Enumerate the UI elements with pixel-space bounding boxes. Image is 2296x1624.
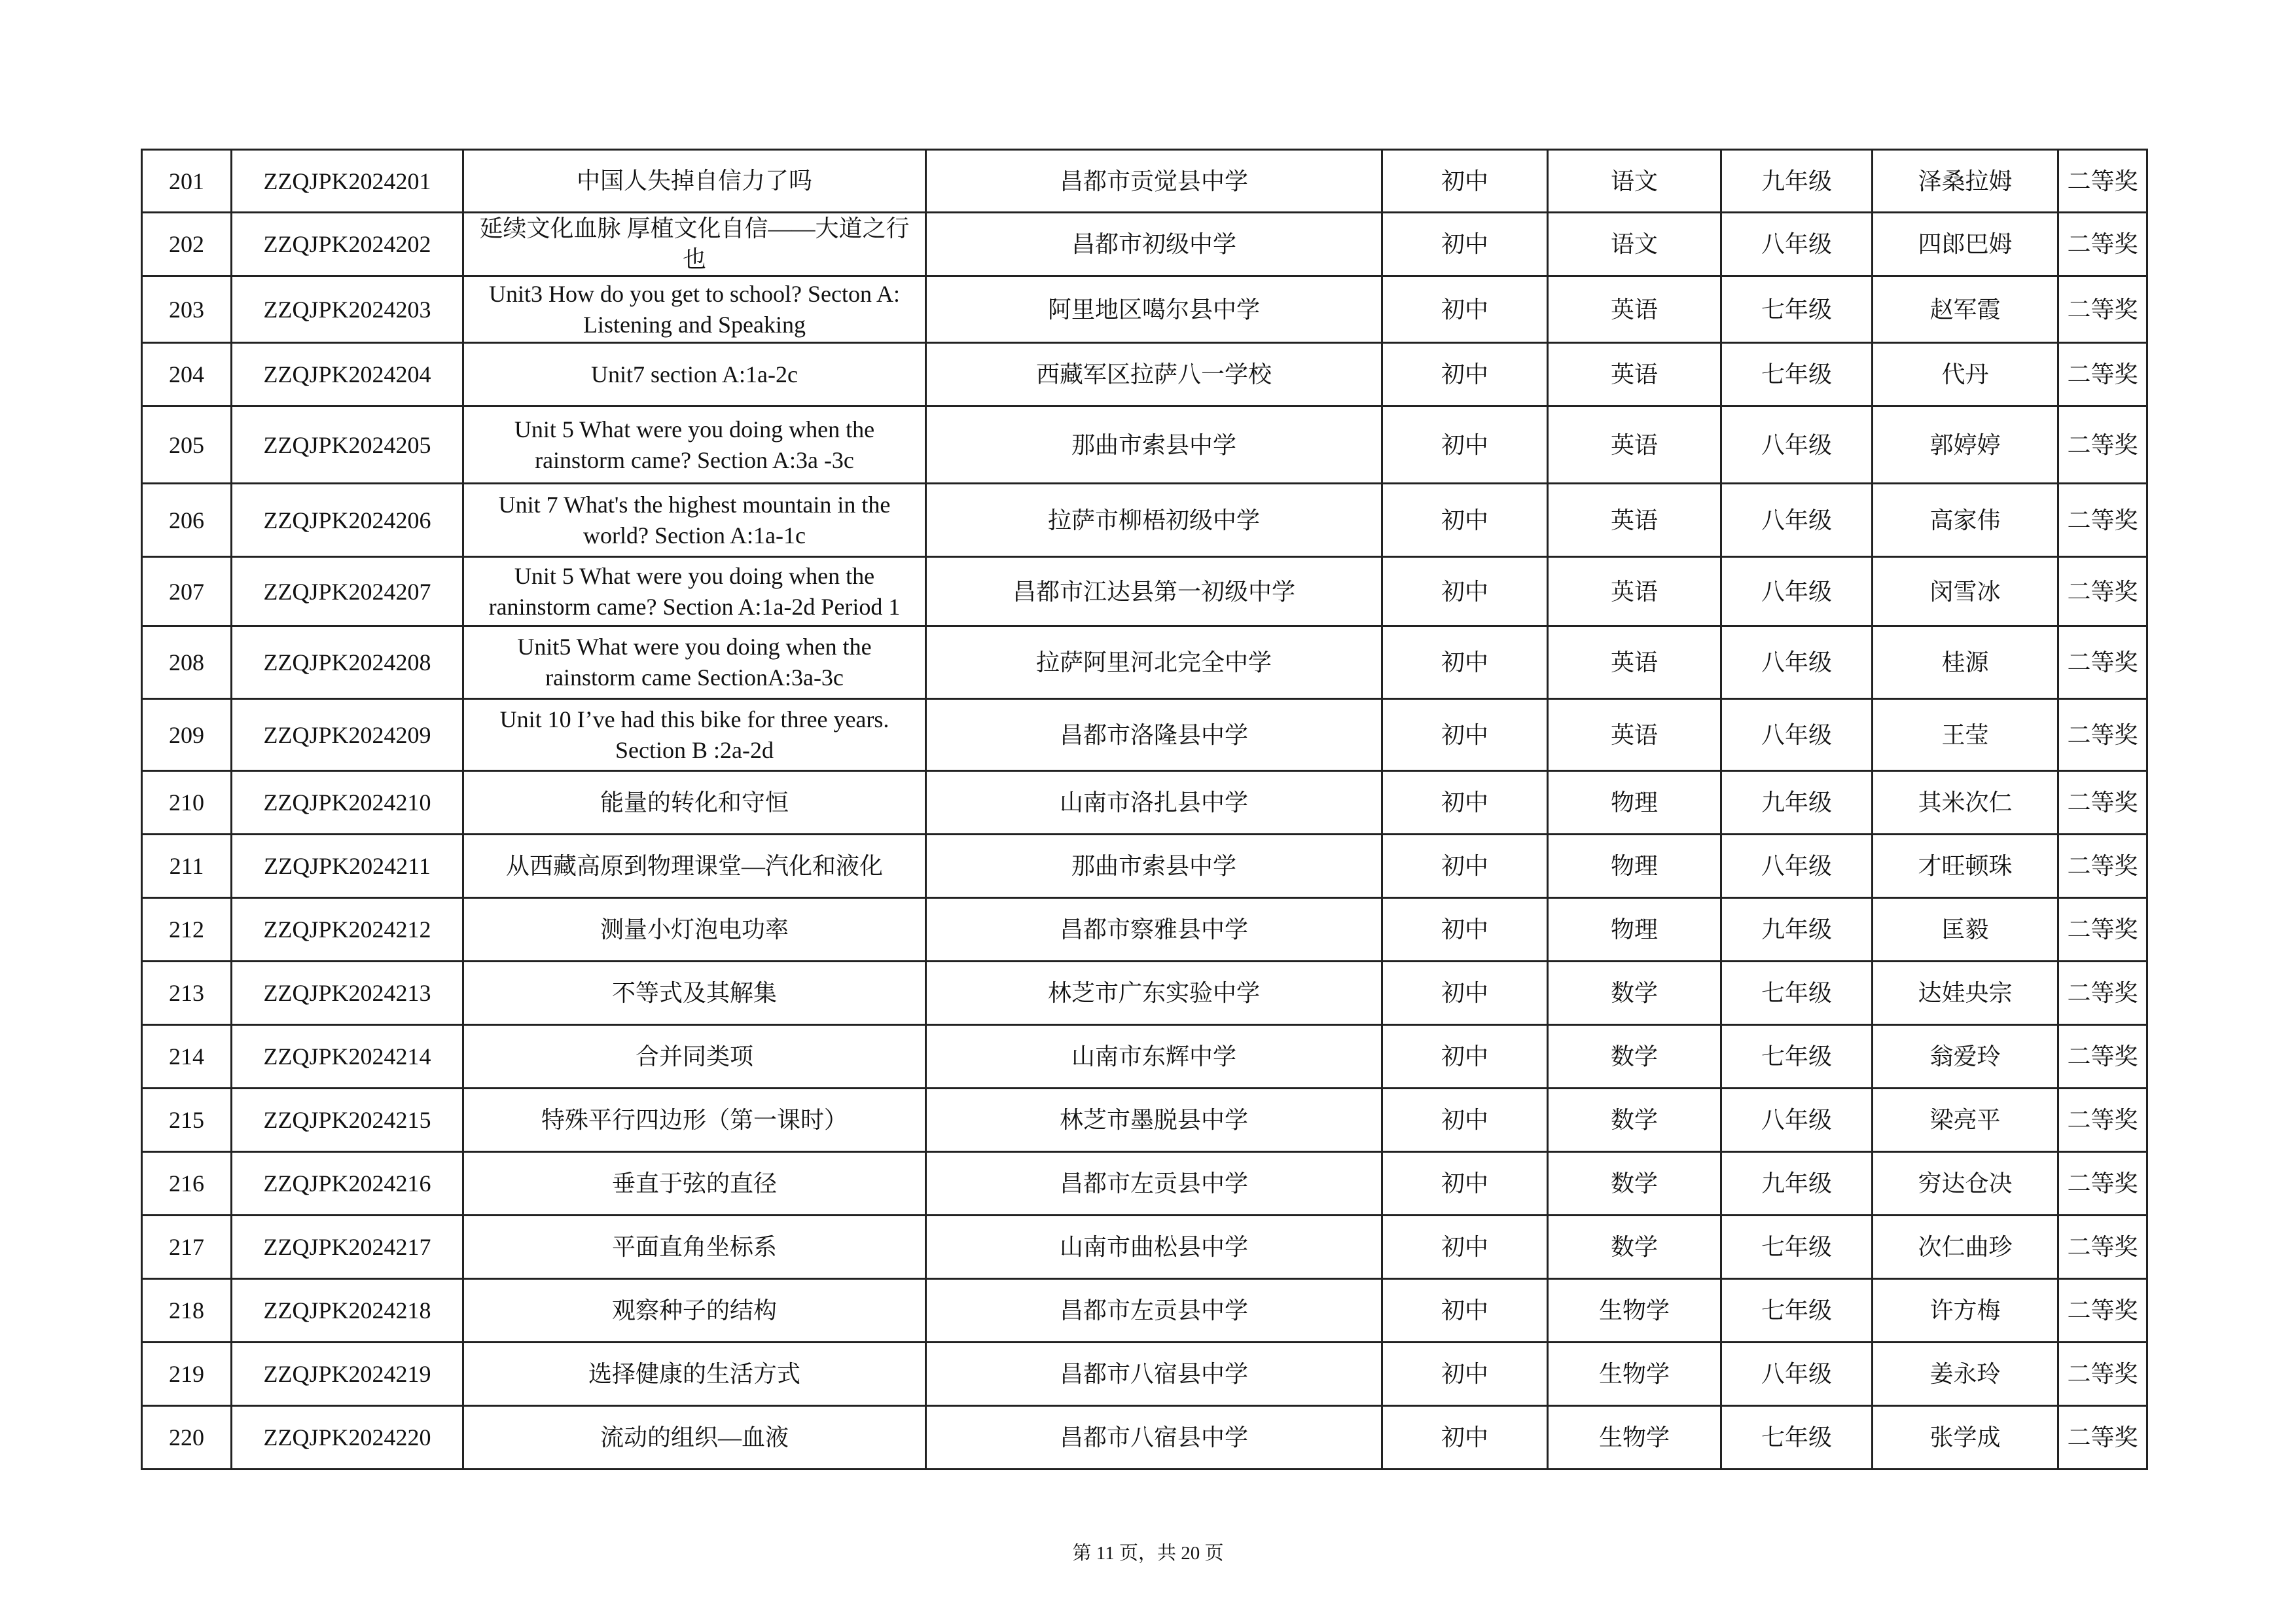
school-level: 初中 <box>1382 962 1548 1025</box>
row-number: 203 <box>142 276 232 343</box>
award-level: 二等奖 <box>2058 484 2147 557</box>
lesson-title: Unit 5 What were you doing when the raninstorm came? Section A:1a-2d Period 1 <box>463 557 926 626</box>
award-level: 二等奖 <box>2058 771 2147 835</box>
award-level: 二等奖 <box>2058 406 2147 484</box>
lesson-title: 中国人失掉自信力了吗 <box>463 150 926 213</box>
row-number: 213 <box>142 962 232 1025</box>
teacher-name: 代丹 <box>1873 343 2058 406</box>
row-number: 209 <box>142 699 232 771</box>
school-name: 昌都市左贡县中学 <box>926 1152 1382 1216</box>
teacher-name: 闵雪冰 <box>1873 557 2058 626</box>
school-name: 昌都市察雅县中学 <box>926 898 1382 962</box>
table-row <box>142 1089 2147 1152</box>
school-level: 初中 <box>1382 276 1548 343</box>
lesson-title: 测量小灯泡电功率 <box>463 898 926 962</box>
project-code: ZZQJPK2024217 <box>232 1216 463 1279</box>
project-code: ZZQJPK2024202 <box>232 213 463 276</box>
award-level: 二等奖 <box>2058 1089 2147 1152</box>
table-row <box>142 626 2147 699</box>
award-level: 二等奖 <box>2058 150 2147 213</box>
award-level: 二等奖 <box>2058 699 2147 771</box>
teacher-name: 穷达仓决 <box>1873 1152 2058 1216</box>
teacher-name: 张学成 <box>1873 1406 2058 1470</box>
school-name: 拉萨市柳梧初级中学 <box>926 484 1382 557</box>
row-number: 210 <box>142 771 232 835</box>
school-level: 初中 <box>1382 626 1548 699</box>
subject: 英语 <box>1548 484 1721 557</box>
grade: 八年级 <box>1721 484 1873 557</box>
award-level: 二等奖 <box>2058 835 2147 898</box>
school-name: 西藏军区拉萨八一学校 <box>926 343 1382 406</box>
subject: 数学 <box>1548 962 1721 1025</box>
school-level: 初中 <box>1382 898 1548 962</box>
project-code: ZZQJPK2024208 <box>232 626 463 699</box>
school-level: 初中 <box>1382 406 1548 484</box>
table-row <box>142 276 2147 343</box>
award-table <box>141 149 2148 1470</box>
school-name: 昌都市八宿县中学 <box>926 1406 1382 1470</box>
grade: 八年级 <box>1721 213 1873 276</box>
table-row <box>142 1152 2147 1216</box>
table-row <box>142 898 2147 962</box>
award-level: 二等奖 <box>2058 276 2147 343</box>
row-number: 202 <box>142 213 232 276</box>
school-name: 那曲市索县中学 <box>926 406 1382 484</box>
school-name: 拉萨阿里河北完全中学 <box>926 626 1382 699</box>
row-number: 218 <box>142 1279 232 1343</box>
lesson-title: Unit3 How do you get to school? Secton A: Listening and Speaking <box>463 276 926 343</box>
lesson-title: 特殊平行四边形（第一课时） <box>463 1089 926 1152</box>
subject: 物理 <box>1548 835 1721 898</box>
school-level: 初中 <box>1382 343 1548 406</box>
subject: 数学 <box>1548 1152 1721 1216</box>
lesson-title: Unit 7 What's the highest mountain in the world? Section A:1a-1c <box>463 484 926 557</box>
teacher-name: 匡毅 <box>1873 898 2058 962</box>
teacher-name: 才旺顿珠 <box>1873 835 2058 898</box>
lesson-title: 合并同类项 <box>463 1025 926 1089</box>
lesson-title: 从西藏高原到物理课堂—汽化和液化 <box>463 835 926 898</box>
award-level: 二等奖 <box>2058 1216 2147 1279</box>
table-row <box>142 771 2147 835</box>
school-level: 初中 <box>1382 699 1548 771</box>
school-level: 初中 <box>1382 1406 1548 1470</box>
award-level: 二等奖 <box>2058 1406 2147 1470</box>
school-level: 初中 <box>1382 1279 1548 1343</box>
lesson-title: 流动的组织—血液 <box>463 1406 926 1470</box>
project-code: ZZQJPK2024206 <box>232 484 463 557</box>
project-code: ZZQJPK2024212 <box>232 898 463 962</box>
lesson-title: 观察种子的结构 <box>463 1279 926 1343</box>
award-level: 二等奖 <box>2058 213 2147 276</box>
table-row <box>142 835 2147 898</box>
school-name: 那曲市索县中学 <box>926 835 1382 898</box>
table-row <box>142 1343 2147 1406</box>
teacher-name: 王莹 <box>1873 699 2058 771</box>
table-row <box>142 1216 2147 1279</box>
subject: 生物学 <box>1548 1279 1721 1343</box>
table-row <box>142 1406 2147 1470</box>
grade: 八年级 <box>1721 406 1873 484</box>
teacher-name: 高家伟 <box>1873 484 2058 557</box>
school-name: 林芝市广东实验中学 <box>926 962 1382 1025</box>
row-number: 220 <box>142 1406 232 1470</box>
teacher-name: 翁爱玲 <box>1873 1025 2058 1089</box>
project-code: ZZQJPK2024220 <box>232 1406 463 1470</box>
grade: 九年级 <box>1721 771 1873 835</box>
row-number: 201 <box>142 150 232 213</box>
grade: 九年级 <box>1721 150 1873 213</box>
project-code: ZZQJPK2024214 <box>232 1025 463 1089</box>
school-name: 山南市曲松县中学 <box>926 1216 1382 1279</box>
row-number: 212 <box>142 898 232 962</box>
grade: 八年级 <box>1721 1343 1873 1406</box>
teacher-name: 梁亮平 <box>1873 1089 2058 1152</box>
project-code: ZZQJPK2024209 <box>232 699 463 771</box>
subject: 英语 <box>1548 626 1721 699</box>
teacher-name: 次仁曲珍 <box>1873 1216 2058 1279</box>
school-name: 林芝市墨脱县中学 <box>926 1089 1382 1152</box>
table-row <box>142 557 2147 626</box>
lesson-title: Unit 5 What were you doing when the rainstorm came? Section A:3a -3c <box>463 406 926 484</box>
subject: 数学 <box>1548 1216 1721 1279</box>
project-code: ZZQJPK2024216 <box>232 1152 463 1216</box>
award-level: 二等奖 <box>2058 962 2147 1025</box>
table-row <box>142 1279 2147 1343</box>
table-row <box>142 962 2147 1025</box>
lesson-title: 垂直于弦的直径 <box>463 1152 926 1216</box>
grade: 九年级 <box>1721 1152 1873 1216</box>
lesson-title: Unit5 What were you doing when the rainstorm came SectionA:3a-3c <box>463 626 926 699</box>
subject: 语文 <box>1548 213 1721 276</box>
subject: 英语 <box>1548 699 1721 771</box>
table-row <box>142 343 2147 406</box>
row-number: 208 <box>142 626 232 699</box>
award-level: 二等奖 <box>2058 1279 2147 1343</box>
school-name: 昌都市初级中学 <box>926 213 1382 276</box>
school-name: 山南市东辉中学 <box>926 1025 1382 1089</box>
grade: 八年级 <box>1721 1089 1873 1152</box>
school-level: 初中 <box>1382 1152 1548 1216</box>
school-level: 初中 <box>1382 557 1548 626</box>
teacher-name: 姜永玲 <box>1873 1343 2058 1406</box>
row-number: 207 <box>142 557 232 626</box>
teacher-name: 泽桑拉姆 <box>1873 150 2058 213</box>
school-name: 昌都市江达县第一初级中学 <box>926 557 1382 626</box>
subject: 生物学 <box>1548 1343 1721 1406</box>
teacher-name: 其米次仁 <box>1873 771 2058 835</box>
lesson-title: 不等式及其解集 <box>463 962 926 1025</box>
school-level: 初中 <box>1382 835 1548 898</box>
award-level: 二等奖 <box>2058 1025 2147 1089</box>
grade: 七年级 <box>1721 962 1873 1025</box>
grade: 八年级 <box>1721 835 1873 898</box>
lesson-title: Unit 10 I’ve had this bike for three years. Section B :2a-2d <box>463 699 926 771</box>
grade: 八年级 <box>1721 626 1873 699</box>
project-code: ZZQJPK2024215 <box>232 1089 463 1152</box>
project-code: ZZQJPK2024211 <box>232 835 463 898</box>
grade: 七年级 <box>1721 1406 1873 1470</box>
award-level: 二等奖 <box>2058 626 2147 699</box>
award-level: 二等奖 <box>2058 898 2147 962</box>
grade: 七年级 <box>1721 1279 1873 1343</box>
teacher-name: 达娃央宗 <box>1873 962 2058 1025</box>
lesson-title: 延续文化血脉 厚植文化自信——大道之行也 <box>463 213 926 276</box>
lesson-title: 平面直角坐标系 <box>463 1216 926 1279</box>
school-name: 昌都市八宿县中学 <box>926 1343 1382 1406</box>
project-code: ZZQJPK2024201 <box>232 150 463 213</box>
school-level: 初中 <box>1382 213 1548 276</box>
lesson-title: Unit7 section A:1a-2c <box>463 343 926 406</box>
grade: 七年级 <box>1721 343 1873 406</box>
subject: 语文 <box>1548 150 1721 213</box>
table-row <box>142 484 2147 557</box>
grade: 八年级 <box>1721 699 1873 771</box>
grade: 七年级 <box>1721 276 1873 343</box>
subject: 英语 <box>1548 406 1721 484</box>
award-level: 二等奖 <box>2058 343 2147 406</box>
table-row <box>142 406 2147 484</box>
project-code: ZZQJPK2024210 <box>232 771 463 835</box>
school-level: 初中 <box>1382 150 1548 213</box>
project-code: ZZQJPK2024219 <box>232 1343 463 1406</box>
award-level: 二等奖 <box>2058 1343 2147 1406</box>
school-level: 初中 <box>1382 771 1548 835</box>
row-number: 216 <box>142 1152 232 1216</box>
subject: 英语 <box>1548 276 1721 343</box>
project-code: ZZQJPK2024207 <box>232 557 463 626</box>
row-number: 214 <box>142 1025 232 1089</box>
subject: 数学 <box>1548 1089 1721 1152</box>
table-row <box>142 213 2147 276</box>
school-level: 初中 <box>1382 1343 1548 1406</box>
school-name: 昌都市贡觉县中学 <box>926 150 1382 213</box>
project-code: ZZQJPK2024203 <box>232 276 463 343</box>
subject: 物理 <box>1548 898 1721 962</box>
school-level: 初中 <box>1382 484 1548 557</box>
grade: 七年级 <box>1721 1025 1873 1089</box>
page-number-footer: 第 11 页，共 20 页 <box>1072 1543 1224 1564</box>
school-level: 初中 <box>1382 1089 1548 1152</box>
row-number: 219 <box>142 1343 232 1406</box>
row-number: 206 <box>142 484 232 557</box>
subject: 物理 <box>1548 771 1721 835</box>
award-level: 二等奖 <box>2058 557 2147 626</box>
school-name: 阿里地区噶尔县中学 <box>926 276 1382 343</box>
row-number: 211 <box>142 835 232 898</box>
project-code: ZZQJPK2024218 <box>232 1279 463 1343</box>
school-level: 初中 <box>1382 1216 1548 1279</box>
project-code: ZZQJPK2024213 <box>232 962 463 1025</box>
teacher-name: 郭婷婷 <box>1873 406 2058 484</box>
teacher-name: 赵军霞 <box>1873 276 2058 343</box>
table-row <box>142 150 2147 213</box>
lesson-title: 选择健康的生活方式 <box>463 1343 926 1406</box>
grade: 八年级 <box>1721 557 1873 626</box>
table-row <box>142 699 2147 771</box>
row-number: 204 <box>142 343 232 406</box>
teacher-name: 许方梅 <box>1873 1279 2058 1343</box>
subject: 英语 <box>1548 343 1721 406</box>
project-code: ZZQJPK2024205 <box>232 406 463 484</box>
row-number: 215 <box>142 1089 232 1152</box>
school-name: 昌都市洛隆县中学 <box>926 699 1382 771</box>
subject: 生物学 <box>1548 1406 1721 1470</box>
school-level: 初中 <box>1382 1025 1548 1089</box>
subject: 英语 <box>1548 557 1721 626</box>
table-row <box>142 1025 2147 1089</box>
teacher-name: 四郎巴姆 <box>1873 213 2058 276</box>
row-number: 205 <box>142 406 232 484</box>
award-level: 二等奖 <box>2058 1152 2147 1216</box>
school-name: 昌都市左贡县中学 <box>926 1279 1382 1343</box>
project-code: ZZQJPK2024204 <box>232 343 463 406</box>
row-number: 217 <box>142 1216 232 1279</box>
subject: 数学 <box>1548 1025 1721 1089</box>
grade: 七年级 <box>1721 1216 1873 1279</box>
grade: 九年级 <box>1721 898 1873 962</box>
lesson-title: 能量的转化和守恒 <box>463 771 926 835</box>
school-name: 山南市洛扎县中学 <box>926 771 1382 835</box>
teacher-name: 桂源 <box>1873 626 2058 699</box>
